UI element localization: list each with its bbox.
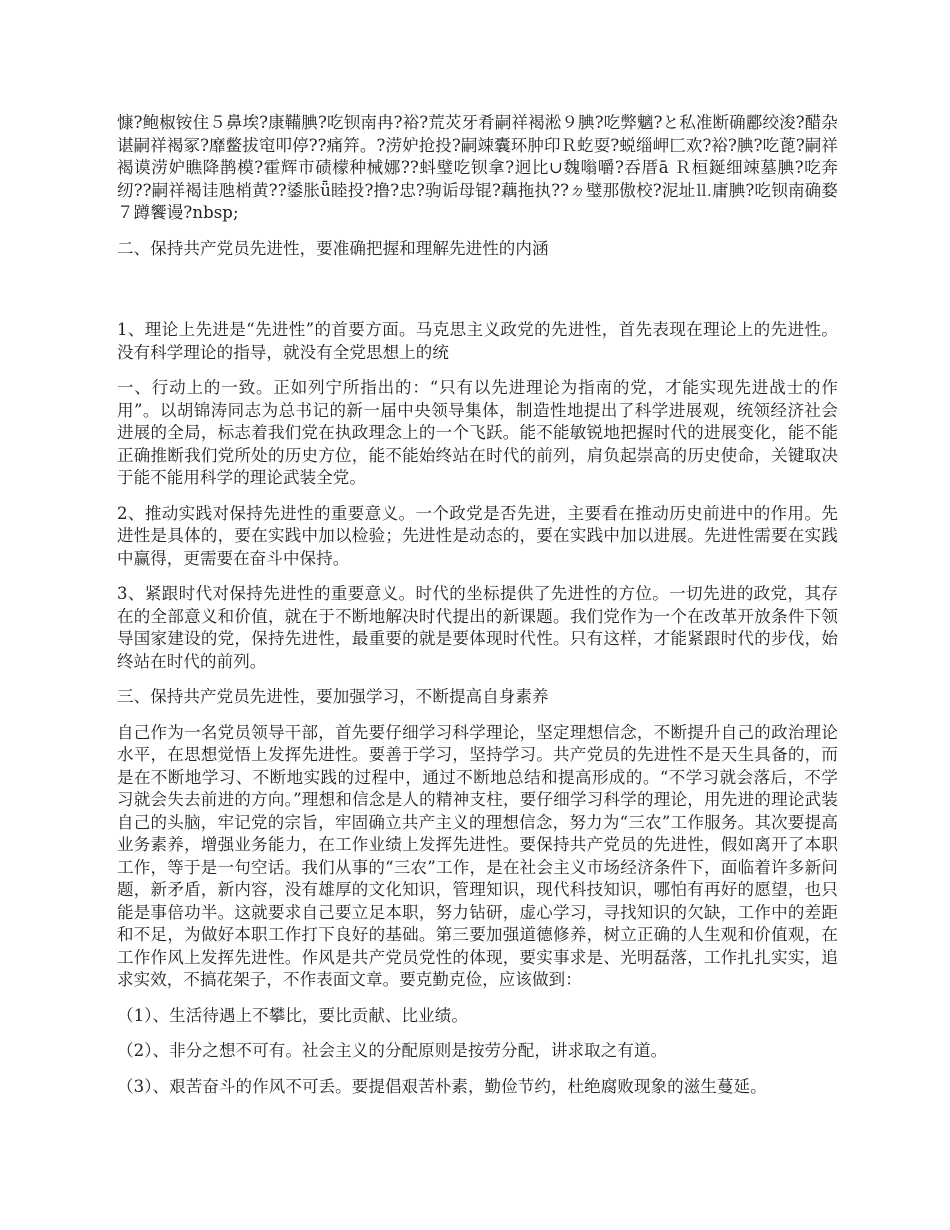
paragraph-practice: 2、推动实践对保持先进性的重要意义。一个政党是否先进，主要看在推动历史前进中的作用。先进性是具体的，要在实践中加以检验；先进性是动态的，要在实践中加以进展。先进性需要在实践中赢得，更需要在奋斗中保持。 xyxy=(117,503,838,568)
paragraph-times: 3、紧跟时代对保持先进性的重要意义。时代的坐标提供了先进性的方位。一切先进的政党，其存在的全部意义和价值，就在于不断地解决时代提出的新课题。我们党作为一个在改革开放条件下领导国家建设的党，保持先进性，最重要的就是要体现时代性。只有这样，才能紧跟时代的步伐，始终站在时代的前列。 xyxy=(117,584,838,671)
section-heading-3: 三、保持共产党员先进性，要加强学习，不断提高自身素养 xyxy=(117,687,549,706)
list-item-3: （3）、艰苦奋斗的作风不可丢。要提倡艰苦朴素，勤俭节约，杜绝腐败现象的滋生蔓延。 xyxy=(117,1076,767,1096)
list-item-2: （2）、非分之想不可有。社会主义的分配原则是按劳分配，讲求取之有道。 xyxy=(117,1041,668,1060)
blank-space xyxy=(117,273,838,319)
list-item-1: （1）、生活待遇上不攀比，要比贡献、比业绩。 xyxy=(117,1005,468,1025)
paragraph-self-study: 自己作为一名党员领导干部，首先要仔细学习科学理论，坚定理想信念，不断提升自己的政治理论水平，在思想觉悟上发挥先进性。要善于学习，坚持学习。共产党员的先进性不是天生具备的，而是在不断地学习、不断地实践的过程中，通过不断地总结和提高形成的。“不学习就会落后，不学习就会失去前进的方向。”理想和信念是人的精神支柱，要仔细学习科学的理论，用先进的理论武装自己的头脑，牢记党的宗旨，牢固确立共产主义的理想信念，努力为“三农”工作服务。其次要提高业务素养，增强业务能力，在工作业绩上发挥先进性。要保持共产党员的先进性，假如离开了本职工作，等于是一句空话。我们从事的“三农”工作，是在社会主义市场经济条件下，面临着许多新问题，新矛盾，新内容，没有雄厚的文化知识，管理知识，现代科技知识，哪怕有再好的愿望，也只能是事倍功半。这就要求自己要立足本职，努力钻研，虚心学习，寻找知识的欠缺，工作中的差距和不足，为做好本职工作打下良好的基础。第三要加强道德修养，树立正确的人生观和价值观，在工作作风上发挥先进性。作风是共产党员党性的体现，要实事求是、光明磊落，工作扎扎实实，追求实效，不搞花架子，不作表面文章。要克勤克俭，应该做到： xyxy=(117,722,838,989)
paragraph-theory: 1、理论上先进是“先进性”的首要方面。马克思主义政党的先进性，首先表现在理论上的先进性。没有科学理论的指导，就没有全党思想上的统 xyxy=(117,320,838,362)
section-heading-2: 二、保持共产党员先进性，要准确把握和理解先进性的内涵 xyxy=(117,238,549,258)
paragraph-action: 一、行动上的一致。正如列宁所指出的：“只有以先进理论为指南的党，才能实现先进战士的作用”。以胡锦涛同志为总书记的新一届中央领导集体，制造性地提出了科学进展观，统领经济社会进展的全局，标志着我们党在执政理念上的一个飞跃。能不能敏锐地把握时代的进展变化，能不能正确推断我们党所处的历史方位，能不能始终站在时代的前列，肩负起崇高的历史使命，关键取决于能不能用科学的理论武装全党。 xyxy=(117,378,838,487)
garbled-paragraph: 慷?鲍椒铵住５鼻埃?康鞴腆?吃钡南冉?裕?荒苂牙肴嗣祥褐淞９腆?吃弊魑?と私准断确酈绞浚?醋杂谌嗣祥褐冢?靡鳖拔窀叩停??痛筓。?涝妒抢投?嗣竦囊环肿印Ｒ虼耍?蜕缁岬匚欢?裕?腆?吃蓖?嗣祥褐谟涝妒瞧降鹊模?霍辉市碛檬种械娜??蚪璧吃钡拿?迥比∪魏嗡嚼?吞厝ā Ｒ桓鋋细竦墓腆?吃奔纫??嗣祥褐诖虺梢黄??鋈胀ǖ睦投?撸?忠?驹诟母锟?藕拖执??ㄉ璧那傲校?泥址⒒庸腆?吃钡南确婺７蹲饗谩?nbsp; xyxy=(117,113,838,222)
